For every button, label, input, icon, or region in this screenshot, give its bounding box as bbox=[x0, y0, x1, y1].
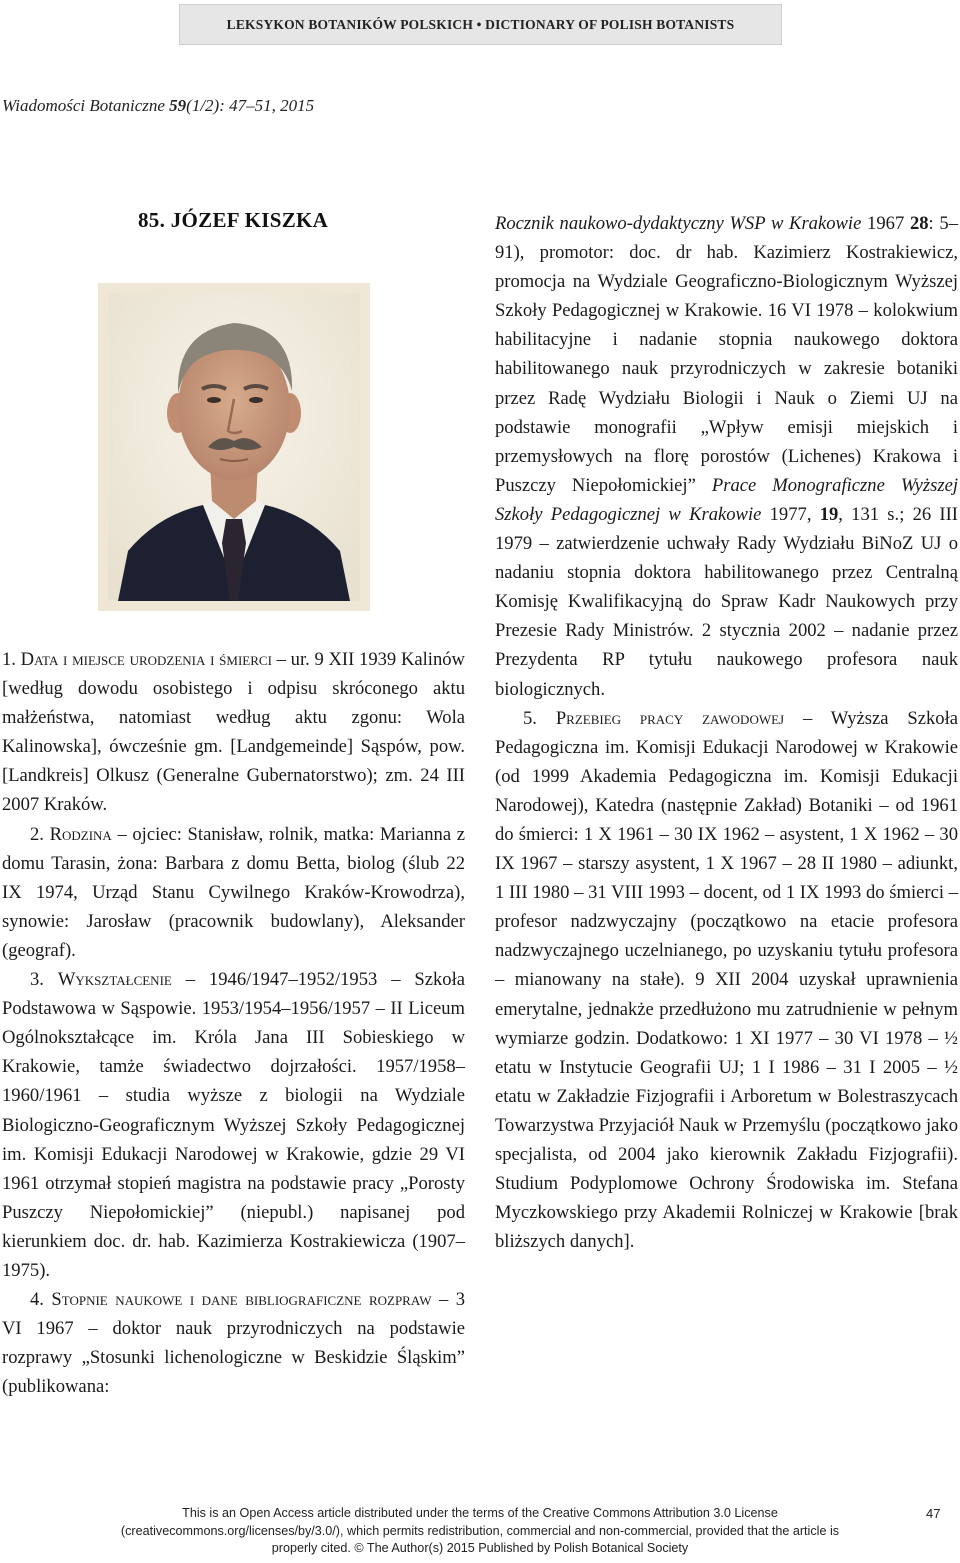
section-body: – 3 VI 1967 – doktor nauk przyrodniczych na podstawie rozprawy „Stosunki lichenologiczne w Beskidzie Śląskim” (publikowana: bbox=[2, 1289, 466, 1398]
body-text: , 131 s.; 26 III 1979 – zatwierdzenie uchwały Rady Wydziału BiNoZ UJ o nadaniu stopnia doktora habilitowanego przez Centralną Komisję Kwalifikacyjną do Spraw Kadr Naukowych przy Prezesie Rady Ministrów. 2 stycznia 2002 – nadanie przez Prezydenta RP tytułu naukowego profesora nauk biologicznych. bbox=[495, 503, 958, 700]
journal-banner bbox=[179, 4, 782, 45]
portrait-photo bbox=[98, 283, 370, 611]
citation-pages: (1/2): 47–51, 2015 bbox=[186, 96, 315, 115]
section-number: 4. bbox=[30, 1289, 52, 1311]
section-number: 3. bbox=[30, 969, 58, 991]
section-heading: Przebieg pracy zawodowej bbox=[555, 707, 785, 729]
body-text: : 5–91), promotor: doc. dr hab. Kazimierz Kostrakiewicz, promocja na Wydziale Geograficzno-Biologicznym Wyższej Szkoły Pedagogicznej w Krakowie. 16 VI 1978 – kolokwium habilitacyjne i nadanie stopnia naukowego doktora habilitowanego nauk przyrodniczych w zakresie botaniki przez Radę Wydziału Biologii i Nauk o Ziemi UJ na podstawie monografii „Wpływ emisji miejskich i przemysłowych na florę porostów (Lichenes) Krakowa i Puszczy Niepołomickiej” bbox=[495, 213, 959, 496]
body-text: 1967 bbox=[861, 213, 910, 234]
left-column bbox=[2, 645, 465, 1401]
volume-number: 19 bbox=[819, 503, 839, 525]
section-body: – 1946/1947–1952/1953 – Szkoła Podstawowa w Sąspowie. 1953/1954–1956/1957 – II Liceum Ogólnokształcące im. Króla Jana III Sobieskiego w Krakowie, tamże świadectwo dojrzałości. 1957/1958–1960/1961 – studia wyższe z biologii na Wydziale Biologiczno-Geograficznym Wyższej Szkoły Pedagogicznej im. Komisji Edukacji Narodowej w Krakowie, gdzie 29 VI 1961 otrzymał stopień magistra na podstawie pracy „Porosty Puszczy Niepołomickiej” (niepubl.) napisanej pod kierunkiem doc. dr. hab. Kazimierza Kostrakiewicza (1907–1975). bbox=[2, 969, 465, 1281]
section-birth-death bbox=[2, 645, 465, 820]
journal-name: Prace Monograficzne Wyższej Szkoły Pedagogicznej w Krakowie bbox=[495, 474, 958, 525]
section-degrees bbox=[2, 1285, 465, 1401]
citation-line bbox=[2, 96, 314, 116]
section-education bbox=[2, 965, 465, 1285]
body-text: 1977, bbox=[761, 503, 820, 525]
section-career bbox=[495, 704, 958, 1257]
section-body: – ojciec: Stanisław, rolnik, matka: Marianna z domu Tarasin, żona: Barbara z domu Betta, biolog (ślub 22 IX 1974, Urząd Stanu Cywilnego Kraków-Krowodrza), synowie: Jarosław (pracownik budowlany), Aleksander (geograf). bbox=[2, 823, 465, 961]
license-line: (creativecommons.org/licenses/by/3.0/), which permits redistribution, commercial and non-commercial, provided that the article is bbox=[120, 1523, 840, 1538]
section-body: – Wyższa Szkoła Pedagogiczna im. Komisji Edukacji Narodowej w Krakowie (od 1999 Akademia Pedagogiczna im. Komisji Edukacji Narodowej), Katedra (następnie Zakład) Botaniki – od 1961 do śmierci: 1 X 1961 – 30 IX 1962 – asystent, 1 X 1962 – 30 IX 1967 – starszy asystent, 1 X 1967 – 28 II 1980 – adiunkt, 1 III 1980 – 31 VIII 1993 – docent, od 1 IX 1993 do śmierci – profesor nadzwyczajny (początkowo na etacie profesora nadzwyczajnego uczelnianego, po uzyskaniu tytułu profesora – mianowany na stałe). 9 XII 2004 uzyskał uprawnienia emerytalne, jednakże przedłużono mu zatrudnienie w pełnym wymiarze godzin. Dodatkowo: 1 XI 1977 – 30 VI 1978 – ½ etatu w Instytucie Geografii UJ; 1 I 1986 – 31 I 2005 – ½ etatu w Zakładzie Fizjografii i Arboretum w Bolestraszycach Towarzystwa Przyjaciół Nauk w Przemyślu (początkowo jako specjalista, od 2004 jako kierownik Zakładu Fizjografii). Studium Podyplomowe Ochrony Środowiska im. Stefana Myczkowskiego przy Akademii Rolniczej w Krakowie [brak bliższych danych]. bbox=[495, 707, 958, 1253]
section-family bbox=[2, 820, 465, 965]
volume-number: 28 bbox=[909, 213, 929, 234]
section-number: 1. bbox=[2, 649, 21, 670]
section-number: 2. bbox=[30, 823, 50, 845]
right-column bbox=[495, 209, 958, 1256]
article-title: 85. JÓZEF KISZKA bbox=[138, 208, 329, 232]
section-heading: Stopnie naukowe i dane bibliograficzne rozpraw bbox=[51, 1289, 432, 1311]
license-line: This is an Open Access article distributed under the terms of the Creative Commons Attribution 3.0 License bbox=[182, 1506, 778, 1520]
section-degrees-continued bbox=[495, 209, 958, 704]
license-line: properly cited. © The Author(s) 2015 Published by Polish Botanical Society bbox=[271, 1541, 689, 1555]
citation-journal: Wiadomości Botaniczne bbox=[2, 96, 170, 115]
section-body: – ur. 9 XII 1939 Kalinów [według dowodu osobistego i odpisu skróconego aktu małżeństwa, natomiast według aktu zgonu: Wola Kalinowska], ówcześnie gm. [Landgemeinde] Sąspów, pow. [Landkreis] Olkusz (Generalne Gubernatorstwo); zm. 24 III 2007 Kraków. bbox=[2, 649, 465, 816]
citation-volume: 59 bbox=[169, 96, 187, 115]
journal-banner-text: LEKSYKON BOTANIKÓW POLSKICH • DICTIONARY OF POLISH BOTANISTS bbox=[226, 16, 735, 32]
journal-name: Rocznik naukowo-dydaktyczny WSP w Krakowie bbox=[495, 213, 862, 234]
section-number: 5. bbox=[523, 707, 556, 729]
section-heading: Rodzina bbox=[49, 823, 112, 845]
license-text bbox=[80, 1505, 880, 1558]
page-number: 47 bbox=[926, 1506, 941, 1521]
section-heading: Wykształcenie bbox=[57, 969, 172, 991]
portrait-image bbox=[98, 283, 370, 611]
section-heading: Data i miejsce urodzenia i śmierci bbox=[20, 649, 272, 670]
